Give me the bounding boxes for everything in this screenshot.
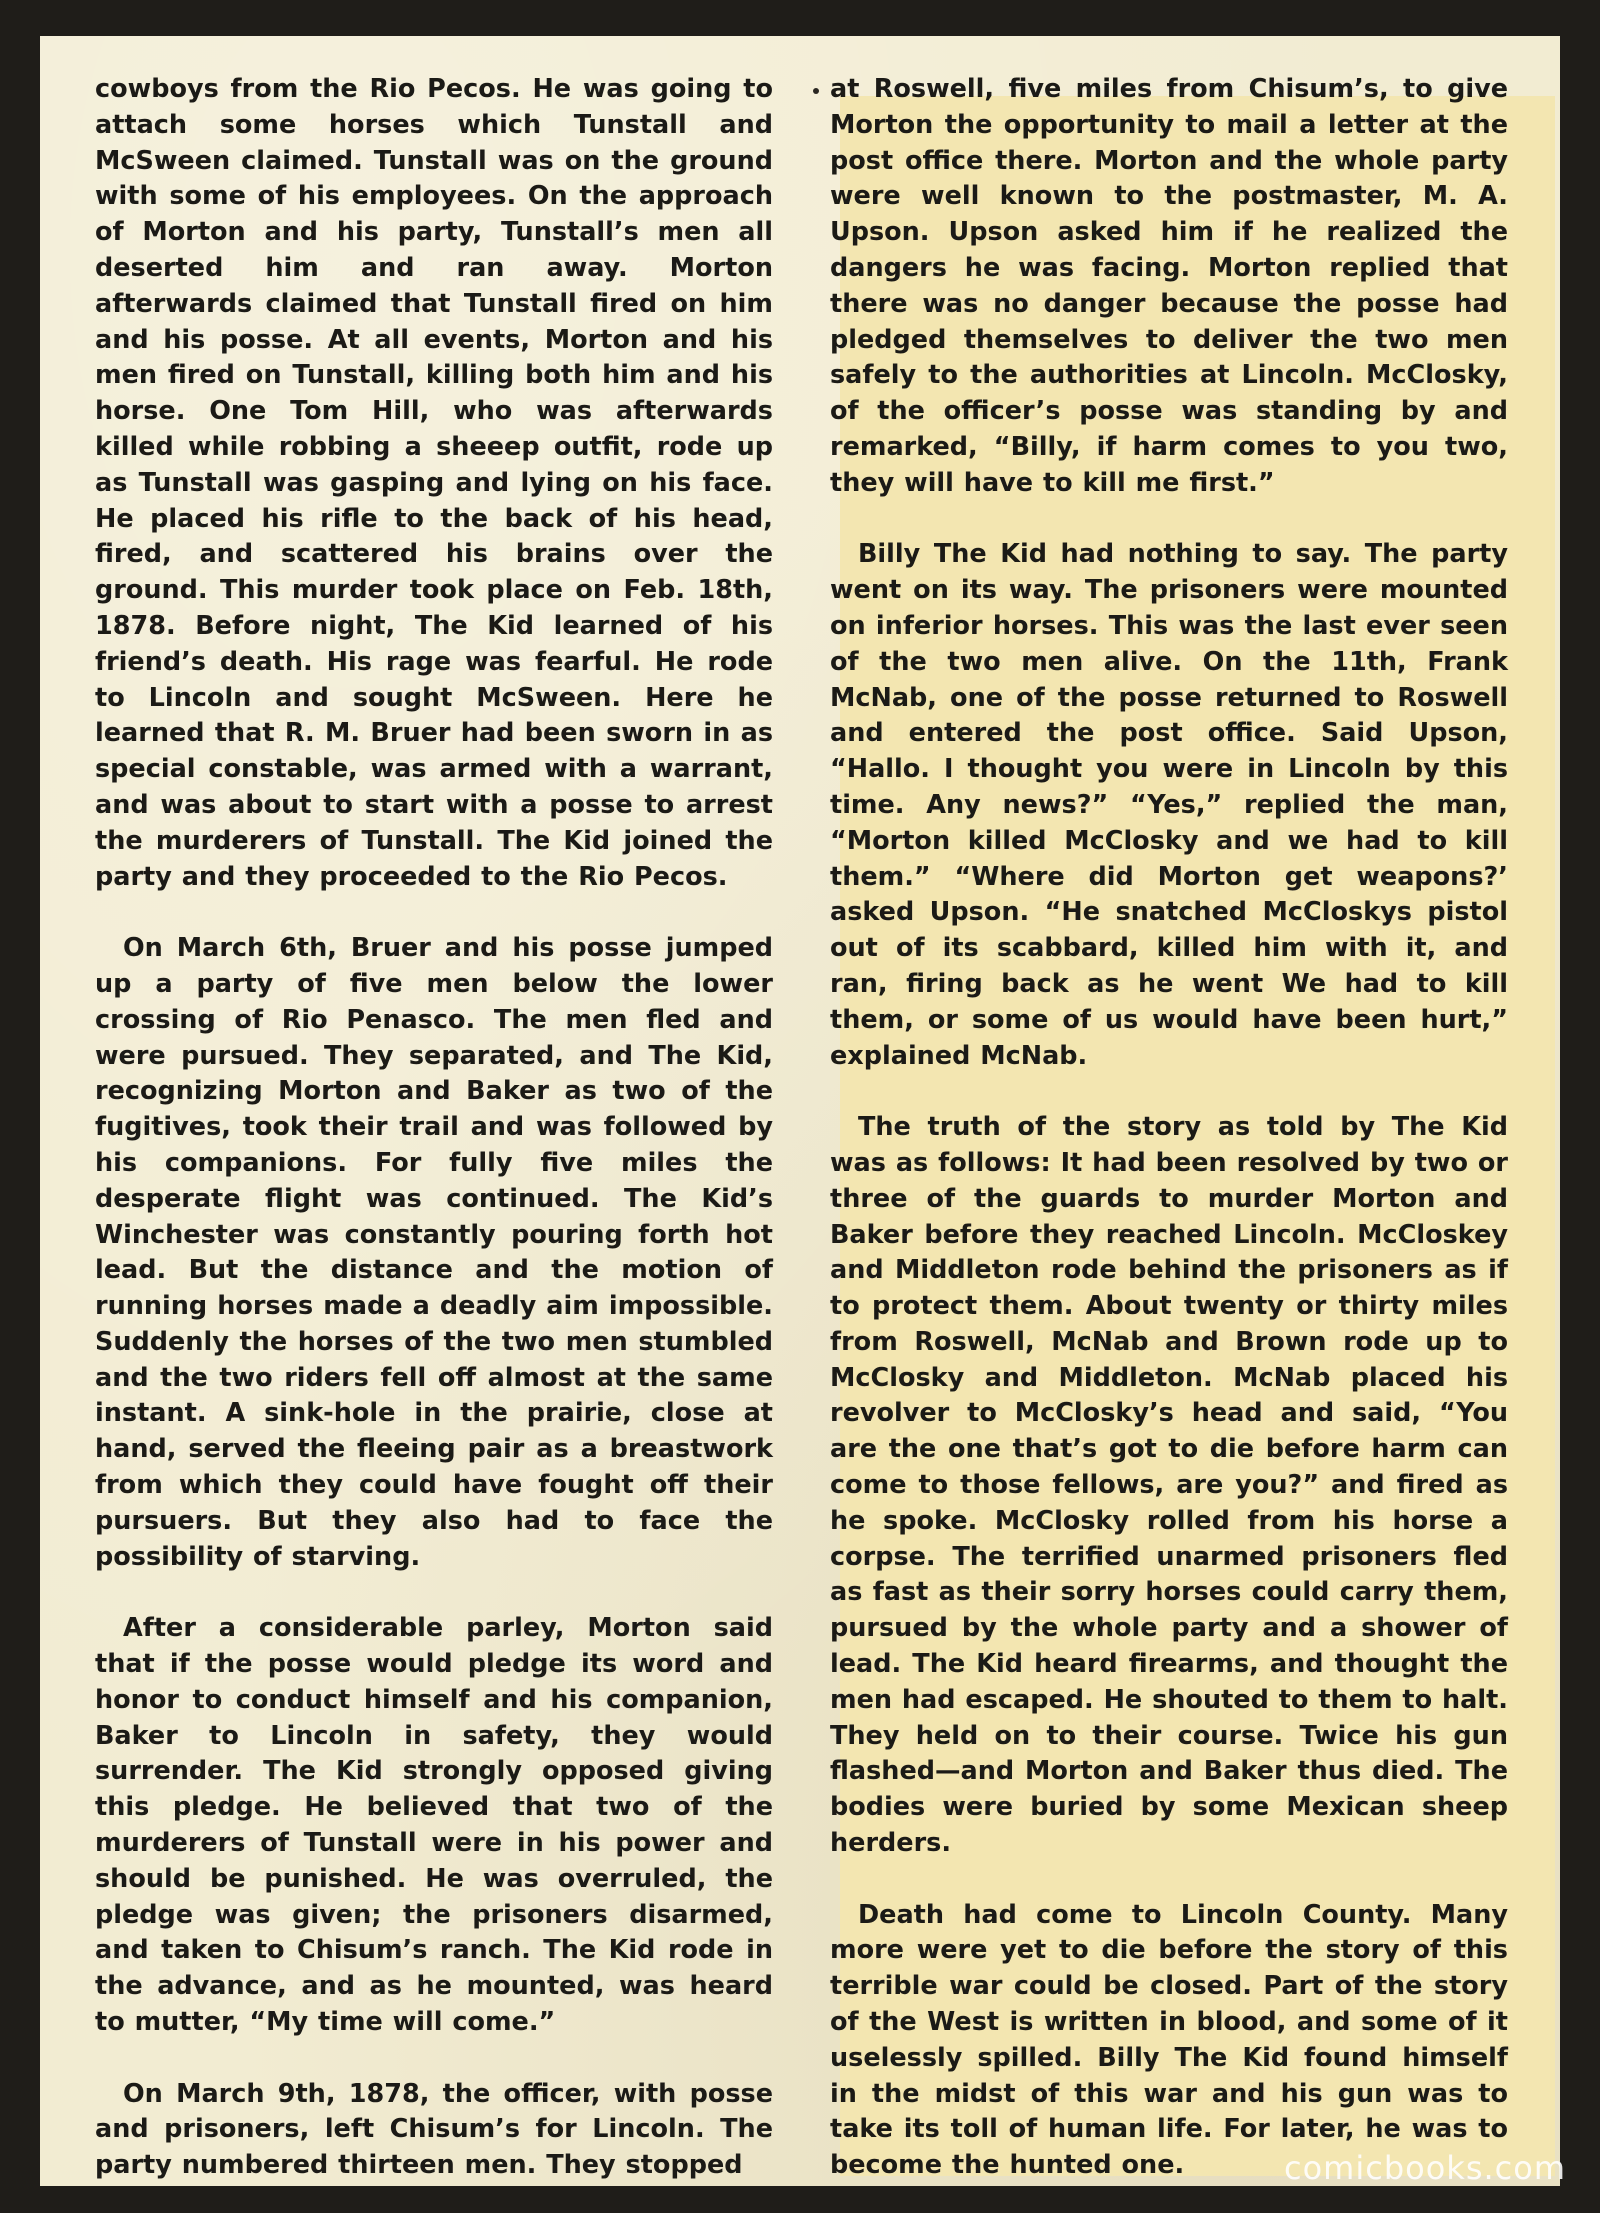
right-paragraph-4: Death had come to Lincoln County. Many more were yet to die before the story of this terrible war could be closed. Part of the story of the West is written in blood, and some of it uselessly spilled. Billy The Kid found himself in the midst of this war and his gun was to take its toll of human life. For later, he was to become the hunted one. <box>830 1899 1508 2181</box>
left-paragraph-1: cowboys from the Rio Pecos. He was going to attach some horses which Tunstall and McSween claimed. Tunstall was on the ground with some of his employees. On the approach of Morton and his party, Tunstall’s men all deserted him and ran away. Morton afterwards claimed that Tunstall fired on him and his posse. At all events, Morton and his men fired on Tunstall, killing both him and his horse. One Tom Hill, who was afterwards killed while robbing a sheeep outfit, rode up as Tunstall was gasping and lying on his face. He placed his rifle to the back of his head, fired, and scattered his brains over the ground. This murder took place on Feb. 18th, 1878. Before night, The Kid learned of his friend’s death. His rage was fearful. He rode to Lincoln and sought McSween. Here he learned that R. M. Bruer had been sworn in as special constable, was armed with a warrant, and was about to start with a posse to arrest the murderers of Tunstall. The Kid joined the party and they proceeded to the Rio Pecos. <box>95 74 773 892</box>
right-column <box>830 72 1508 2184</box>
right-paragraph-3: The truth of the story as told by The Kid was as follows: It had been resolved by two or three of the guards to murder Morton and Baker before they reached Lincoln. McCloskey and Middleton rode behind the prisoners as if to protect them. About twenty or thirty miles from Roswell, McNab and Brown rode up to McClosky and Middleton. McNab placed his revolver to McClosky’s head and said, “You are the one that’s got to die before harm can come to those fellows, are you?” and fired as he spoke. McClosky rolled from his horse a corpse. The terrified unarmed prisoners fled as fast as their sorry horses could carry them, pursued by the whole party and a shower of lead. The Kid heard firearms, and thought the men had escaped. He shouted to them to halt. They held on to their course. Twice his gun flashed—and Morton and Baker thus died. The bodies were buried by some Mexican sheep herders. <box>830 1112 1508 1859</box>
watermark: comicbooks.com <box>1283 2149 1566 2187</box>
left-paragraph-3: After a considerable parley, Morton said that if the posse would pledge its word and honor to conduct himself and his companion, Baker to Lincoln in safety, they would surrender. The Kid strongly opposed giving this pledge. He believed that two of the murderers of Tunstall were in his power and should be punished. He was overruled, the pledge was given; the prisoners disarmed, and taken to Chisum’s ranch. The Kid rode in the advance, and as he mounted, was heard to mutter, “My time will come.” <box>95 1613 773 2038</box>
left-paragraph-4: On March 9th, 1878, the officer, with posse and prisoners, left Chisum’s for Lincoln. The party numbered thirteen men. They stopped <box>95 2078 773 2181</box>
left-column <box>95 72 773 2184</box>
ink-dot <box>813 88 819 94</box>
right-paragraph-2: Billy The Kid had nothing to say. The party went on its way. The prisoners were mounted on inferior horses. This was the last ever seen of the two men alive. On the 11th, Frank McNab, one of the posse returned to Roswell and entered the post office. Said Upson, “Hallo. I thought you were in Lincoln by this time. Any news?” “Yes,” replied the man, “Morton killed McClosky and we had to kill them.” “Where did Morton get weapons?’ asked Upson. “He snatched McCloskys pistol out of its scabbard, killed him with it, and ran, firing back as he went We had to kill them, or some of us would have been hurt,” explained McNab. <box>830 539 1508 1071</box>
right-paragraph-1: at Roswell, five miles from Chisum’s, to give Morton the opportunity to mail a letter at the post office there. Morton and the whole party were well known to the postmaster, M. A. Upson. Upson asked him if he realized the dangers he was facing. Morton replied that there was no danger because the posse had pledged themselves to deliver the two men safely to the authorities at Lincoln. McClosky, of the officer’s posse was standing by and remarked, “Billy, if harm comes to you two, they will have to kill me first.” <box>830 74 1508 498</box>
left-paragraph-2: On March 6th, Bruer and his posse jumped up a party of five men below the lower crossing of Rio Penasco. The men fled and were pursued. They separated, and The Kid, recognizing Morton and Baker as two of the fugitives, took their trail and was followed by his companions. For fully five miles the desperate flight was continued. The Kid’s Winchester was constantly pouring forth hot lead. But the distance and the motion of running horses made a deadly aim impossible. Suddenly the horses of the two men stumbled and the two riders fell off almost at the same instant. A sink-hole in the prairie, close at hand, served the fleeing pair as a breastwork from which they could have fought off their pursuers. But they also had to face the possibility of starving. <box>95 933 773 1572</box>
